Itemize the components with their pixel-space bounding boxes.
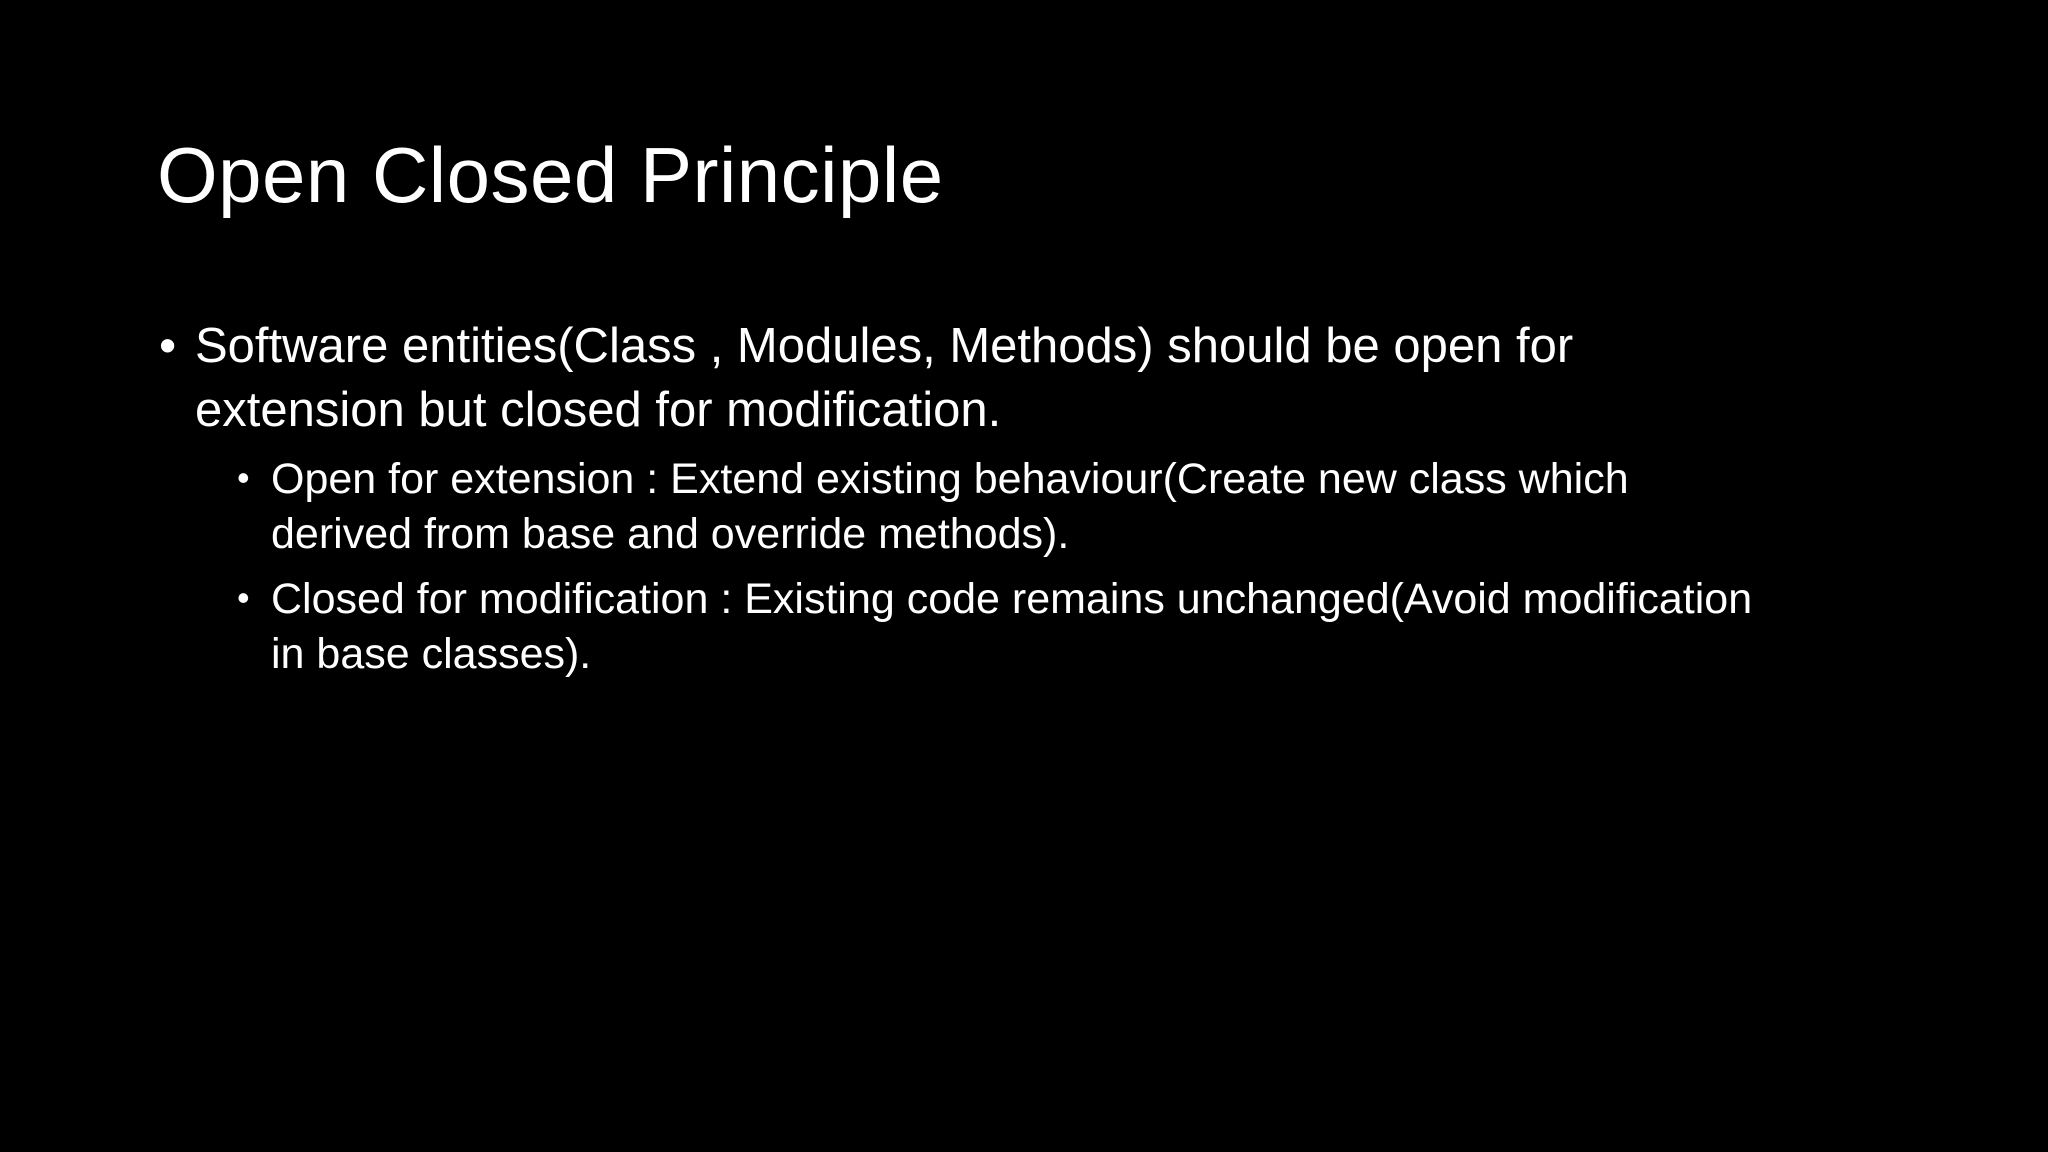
slide-body bbox=[157, 314, 1917, 692]
sub-bullet-item-open-for-extension bbox=[237, 452, 1917, 562]
bullet-icon: • bbox=[237, 577, 250, 618]
sub-bullet-text-line: Open for extension : Extend existing behaviour(Create new class which bbox=[271, 455, 1629, 503]
bullet-text-line: extension but closed for modification. bbox=[195, 383, 1002, 437]
bullet-icon: • bbox=[237, 457, 250, 498]
sub-bullet-text-line: derived from base and override methods). bbox=[271, 510, 1070, 558]
slide-title: Open Closed Principle bbox=[157, 131, 944, 219]
sub-bullet-text-line: in base classes). bbox=[271, 630, 592, 678]
bullet-text-line: Software entities(Class , Modules, Methods) should be open for bbox=[195, 319, 1574, 373]
sub-bullet-item-closed-for-modification bbox=[237, 572, 1917, 682]
sub-bullet-list bbox=[157, 452, 1917, 682]
sub-bullet-text-line: Closed for modification : Existing code remains unchanged(Avoid modification bbox=[271, 575, 1753, 623]
bullet-icon: • bbox=[159, 319, 177, 373]
bullet-item bbox=[157, 314, 1895, 442]
